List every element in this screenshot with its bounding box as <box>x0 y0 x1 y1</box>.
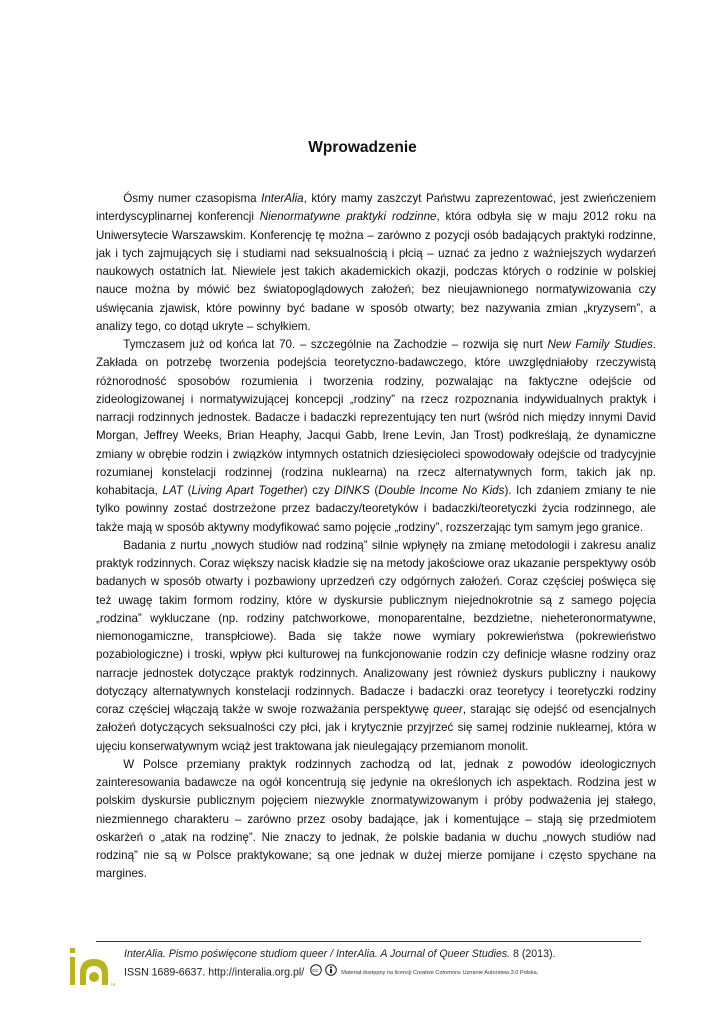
license-text: Materiał dostępny na licencji Creative Commons Uznanie Autorstwa 3.0 Polska. <box>341 969 539 976</box>
page-title: Wprowadzenie <box>308 139 417 156</box>
term-italic: DINKS <box>334 484 370 497</box>
paragraph-1 <box>96 190 656 336</box>
conference-name-italic: Nienormatywne praktyki rodzinne <box>259 210 437 224</box>
term-italic: queer <box>433 703 463 716</box>
term-italic: New Family Studies <box>547 338 653 351</box>
term-italic: LAT <box>162 484 183 497</box>
interalia-logo-icon <box>68 945 122 989</box>
text-span: , który mamy zaszczyt Państwu zaprezentować, jest zwieńczeniem interdyscyplinarnej konferencji <box>96 192 656 224</box>
paragraph-3 <box>96 537 656 756</box>
attribution-icon <box>325 964 337 981</box>
text-span: W Polsce przemiany praktyk rodzinnych zachodzą od lat, jednak z powodów ideologicznych zainteresowania badawcze na ogół koncentrują się jedynie na określonych ich aspektach. Rodzina jest w polskim dyskursie publicznym pojęciem niezwykle znormatywizowanym i próby podważenia jej stałego, niezmiennego charakteru – zarówno przez osoby badające, jak i komentujące – stają się przedmiotem oskarżeń o „atak na rodzinę”. Nie znaczy to jednak, że polskie badania w duchu „nowych studiów nad rodziną” nie są w Polsce praktykowane; są one jednak w dużej mierze pomijane i często spychane na margines. <box>96 757 656 881</box>
paragraph-2 <box>96 336 656 537</box>
logo-text: ia <box>111 982 116 988</box>
svg-text:cc: cc <box>312 968 319 975</box>
paragraph-4 <box>96 756 656 884</box>
text-span: , która odbyła się w maju 2012 roku na Uniwersytecie Warszawskim. Konferencję tę można – zarówno z pozycji osób badających praktyki rodzinne, jak i tych zajmujących się i studiami nad seksualnością i płcią – uznać za jedno z ważniejszych wydarzeń naukowych ostatnich lat. Niewiele jest takich akademickich okazji, podczas których o rodzinie w polskiej nauce można by mówić bez światopoglądowych założeń; bez nieujawnionego normatywizowania czy uświęcania zjawisk, które powinny być badane w sposób otwarty; bez nazywania zmian „kryzysem”, a analizy tego, co dotąd ukryte – schyłkiem. <box>96 210 657 333</box>
text-span: Badania z nurtu „nowych studiów nad rodziną” silnie wpłynęły na zmianę metodologii i zakresu analiz praktyk rodzinnych. Coraz większy nacisk kładzie się na metody jakościowe oraz ukazanie perspektywy osób badanych w sposób otwarty i pozbawiony uprzedzeń czy odgórnych założeń. Coraz częściej poświęca się też uwagę takim formom rodziny, które w dyskursie publicznym niejednokrotnie są z samego pojęcia „rodzina” wykluczane (np. rodziny patchworkowe, monoparentalne, bezdzietne, nieheteronormatywne, niemonogamiczne, transpłciowe). Bada się także nowe wymiary pokrewieństwa (pokrewieństwo pozabiologiczne) i troski, wpływ płci kulturowej na funkcjonowanie rodzin czy definicje własne rodziny oraz narracje jednostek dotyczące praktyk rodzinnych. Analizowany jest również dyskurs publiczny i naukowy dotyczący alternatywnych konstelacji rodzinnych. Badacze i badaczki oraz teoretycy i teoretyczki rodziny coraz częściej włączają także w swoje rozważania perspektywę <box>96 538 656 716</box>
interalia-logo[interactable] <box>68 945 122 989</box>
text-span: . Zakłada on potrzebę tworzenia podejścia teoretyczno-badawczego, które uwzględniałoby rzeczywistą różnorodność sposobów rozumienia i tworzenia rodziny, pozwalając na faktyczne odejście od zideologizowanej i normatywizującej koncepcji „rodziny” na rzecz rozpoznania indywidualnych praktyk i narracji rodzinnych jednostek. Badacze i badaczki reprezentujący ten nurt (wśród nich między innymi David Morgan, Jeffrey Weeks, Brian Heaphy, Jacqui Gabb, Irene Levin, Jan Trost) podkreślają, że dynamiczne zmiany w obrębie rodzin i związków intymnych ostatnich dziesięcioleci spowodowały odejście od tradycyjnie rozumianej konstelacji rodzinnej (rodzina nuklearna) na rzecz alternatywnych form, takich jak np. kohabitacja, <box>96 338 656 497</box>
journal-title: InterAlia. Pismo poświęcone studiom queer / InterAlia. A Journal of Queer Studies. <box>124 948 511 960</box>
term-italic: Living Apart Together <box>191 484 304 497</box>
text-span: Ósmy numer czasopisma <box>123 192 262 205</box>
term-italic: Double Income No Kids <box>378 484 505 497</box>
journal-name-italic: InterAlia <box>261 192 304 205</box>
issue-number: 8 (2013). <box>510 948 556 960</box>
article-body <box>96 190 656 884</box>
cc-icon <box>310 964 322 981</box>
text-span: Tymczasem już od końca lat 70. – szczególnie na Zachodzie – rozwija się nurt <box>123 338 548 351</box>
footer-issn-line <box>124 964 538 981</box>
text-span: ( <box>369 484 379 497</box>
text-span: ( <box>182 484 192 497</box>
footer-journal-line <box>124 946 555 962</box>
issn-and-url[interactable]: ISSN 1689-6637. http://interalia.org.pl/ <box>124 966 305 979</box>
text-span: ) czy <box>303 484 335 497</box>
text-span: , starając się odejść od esencjalnych założeń dotyczących seksualności czy płci, jak i krytycznie przyjrzeć się samej rodzinie nuklearnej, która w ujęciu konserwatywnym wciąż jest traktowana jak nieulegający przemianom monolit. <box>96 703 656 753</box>
text-span: ). Ich zdaniem zmiany te nie tylko powinny zostać dostrzeżone przez badaczy/teoretyków i badaczki/teoretyczki życia rodzinnego, ale także mają w sposób aktywny modyfikować samo pojęcie „rodziny”, rozszerzając tym samym jego granice. <box>96 484 656 534</box>
footer-divider <box>96 941 641 942</box>
